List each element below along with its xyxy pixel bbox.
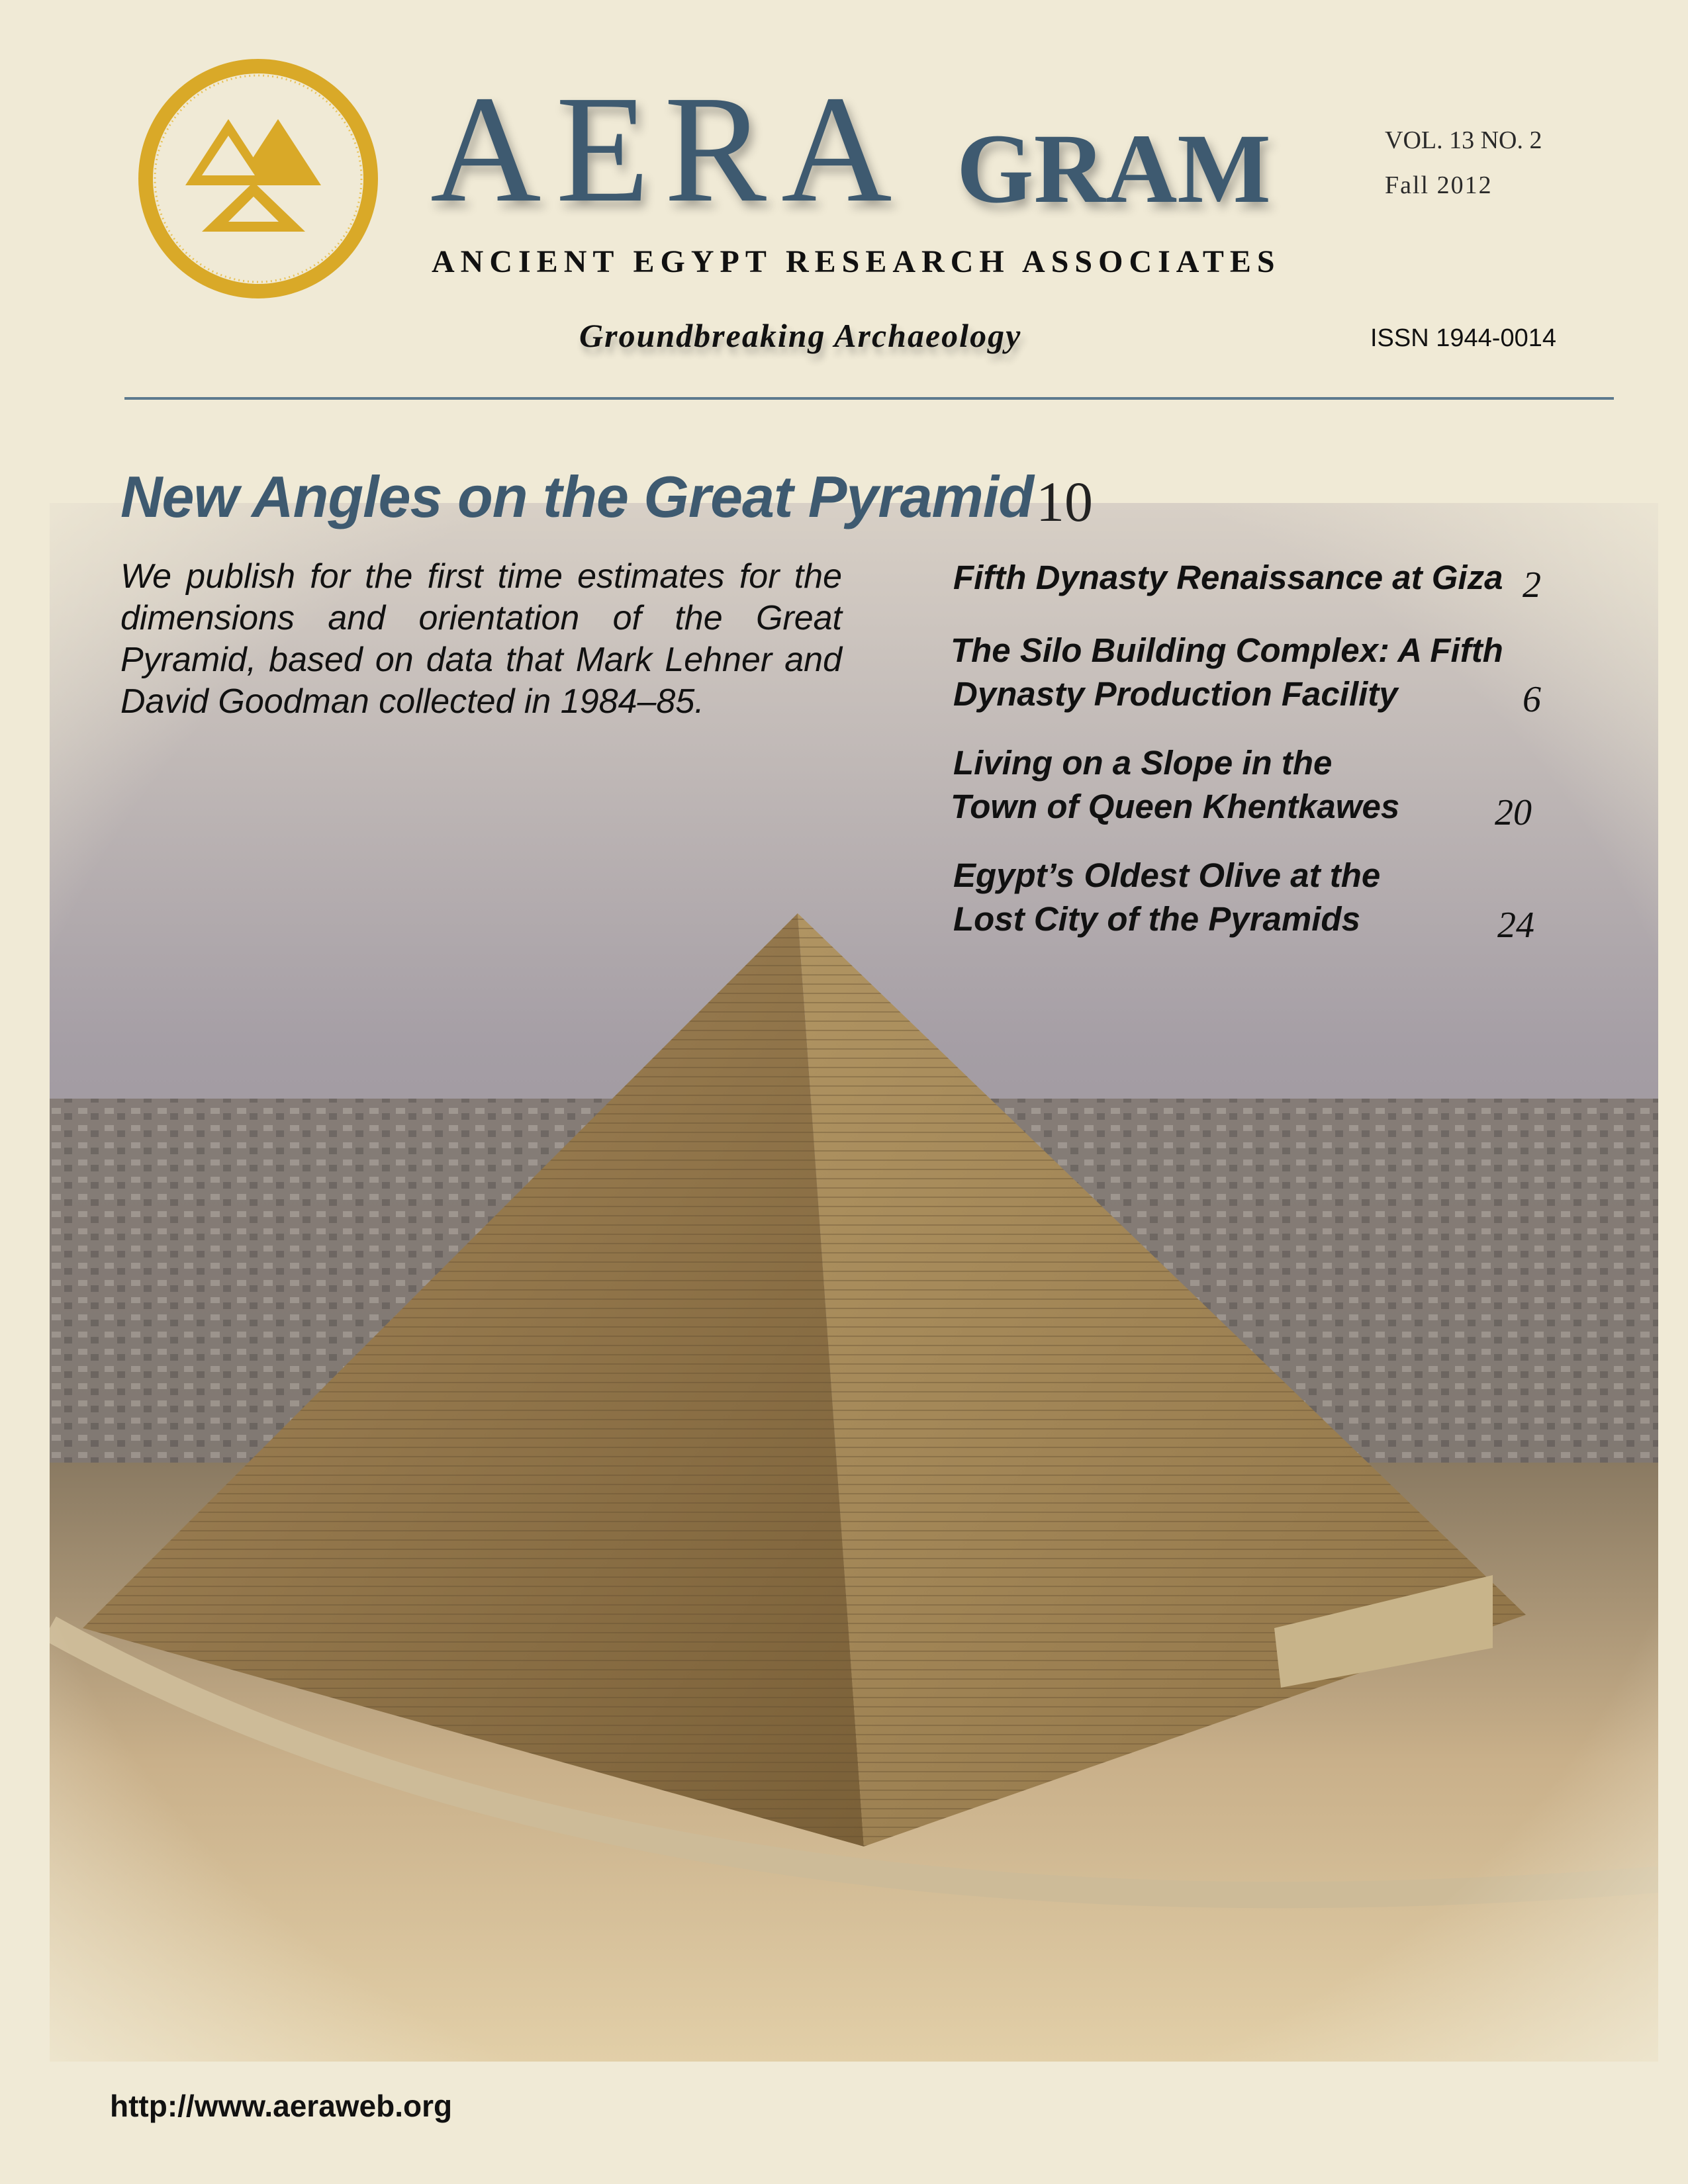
- feature-page-number: 10: [1036, 470, 1093, 533]
- volume-number: VOL. 13 NO. 2: [1385, 126, 1542, 154]
- toc-item-title: Lost City of the Pyramids: [953, 900, 1360, 938]
- toc-item-title: Egypt’s Oldest Olive at the: [953, 856, 1381, 894]
- great-pyramid-photo: [50, 503, 1658, 2062]
- toc-item-page: 6: [1523, 679, 1541, 720]
- masthead-title-gram: GRAM: [957, 114, 1271, 224]
- organization-name: ANCIENT EGYPT RESEARCH ASSOCIATES: [432, 244, 1281, 279]
- tagline: Groundbreaking Archaeology: [579, 317, 1022, 354]
- feature-headline: New Angles on the Great Pyramid: [120, 464, 1033, 529]
- toc-item-title: Living on a Slope in the: [953, 744, 1333, 782]
- issn: ISSN 1944-0014: [1370, 324, 1556, 352]
- toc-item-title: Dynasty Production Facility: [953, 675, 1398, 713]
- masthead-title-aera: AERA: [430, 64, 907, 234]
- issue-season: Fall 2012: [1385, 171, 1493, 199]
- feature-summary: We publish for the first time estimates for the dimensions and orientation of the Great Pyramid, based on data that Mark Lehner and David Goodman collected in 1984–85.: [120, 557, 842, 721]
- toc-item-title: Fifth Dynasty Renaissance at Giza: [953, 559, 1503, 596]
- toc-item-page: 24: [1497, 905, 1534, 946]
- toc-item-page: 20: [1495, 792, 1532, 833]
- website-url[interactable]: http://www.aeraweb.org: [110, 2089, 453, 2123]
- toc-item-title: The Silo Building Complex: A Fifth: [951, 631, 1503, 669]
- aera-pyramid-logo-icon: [136, 56, 381, 301]
- toc-item-title: Town of Queen Khentkawes: [951, 788, 1400, 825]
- masthead-divider: [124, 397, 1614, 400]
- toc-item-page: 2: [1523, 565, 1541, 606]
